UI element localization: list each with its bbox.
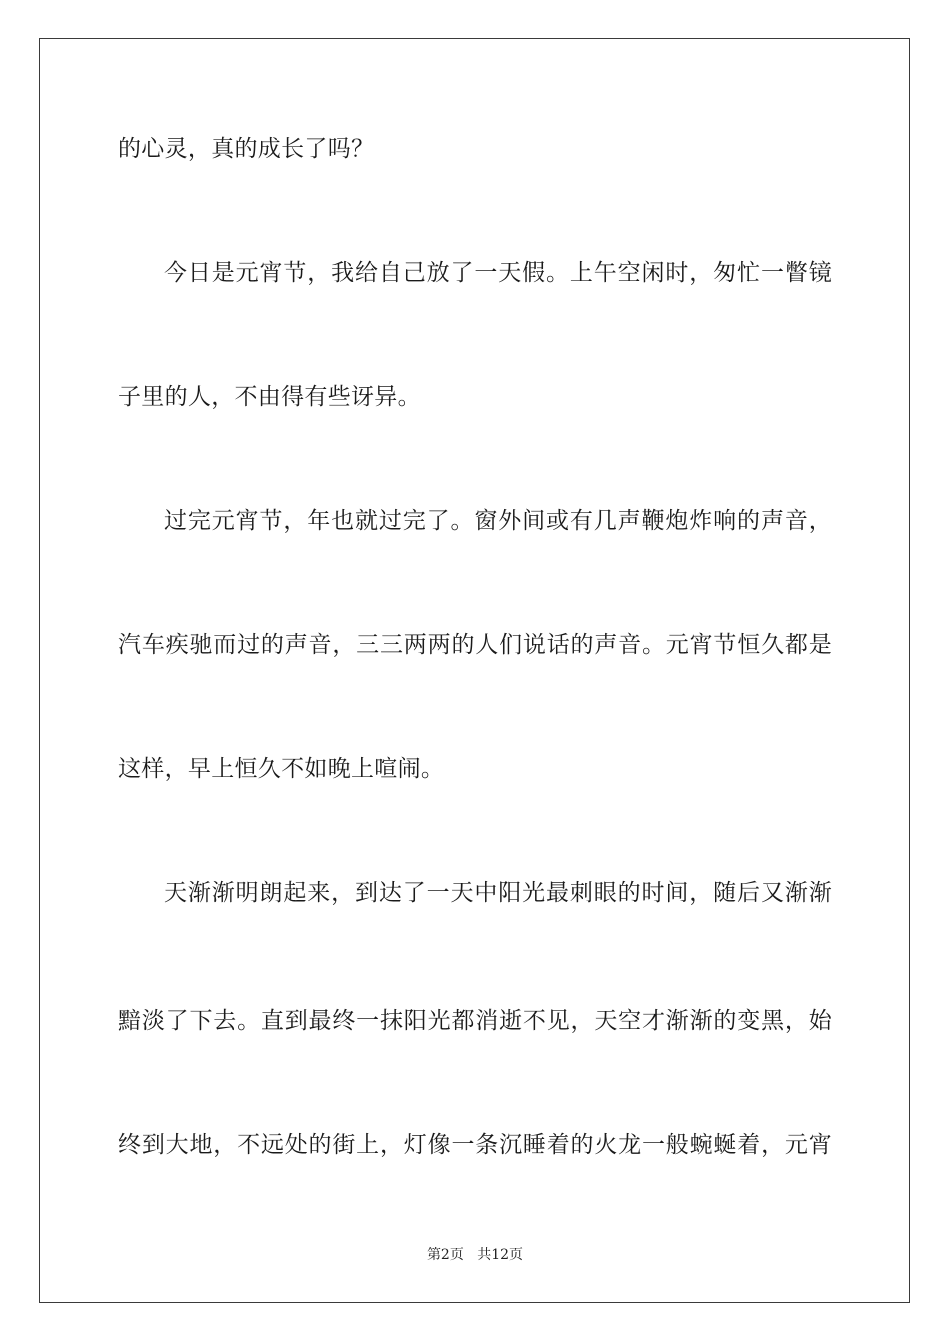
- text-line-4: 过完元宵节，年也就过完了。窗外间或有几声鞭炮炸响的声音，: [164, 508, 832, 534]
- text-line-8: 黯淡了下去。直到最终一抹阳光都消逝不见，天空才渐渐的变黑，始: [118, 1008, 832, 1034]
- text-line-6: 这样，早上恒久不如晚上喧闹。: [118, 756, 445, 782]
- page-total: 共12页: [477, 1247, 524, 1263]
- page-border: [39, 38, 910, 1303]
- text-line-1: 的心灵，真的成长了吗？: [118, 136, 375, 162]
- text-line-9: 终到大地，不远处的街上，灯像一条沉睡着的火龙一般蜿蜒着，元宵: [118, 1132, 832, 1158]
- page-footer: [0, 1245, 950, 1265]
- text-line-5: 汽车疾驰而过的声音，三三两两的人们说话的声音。元宵节恒久都是: [118, 632, 832, 658]
- text-line-7: 天渐渐明朗起来，到达了一天中阳光最刺眼的时间，随后又渐渐: [164, 880, 832, 906]
- text-line-3: 子里的人，不由得有些讶异。: [118, 384, 421, 410]
- page-number: 第2页: [426, 1247, 464, 1263]
- text-line-2: 今日是元宵节，我给自己放了一天假。上午空闲时，匆忙一瞥镜: [164, 260, 832, 286]
